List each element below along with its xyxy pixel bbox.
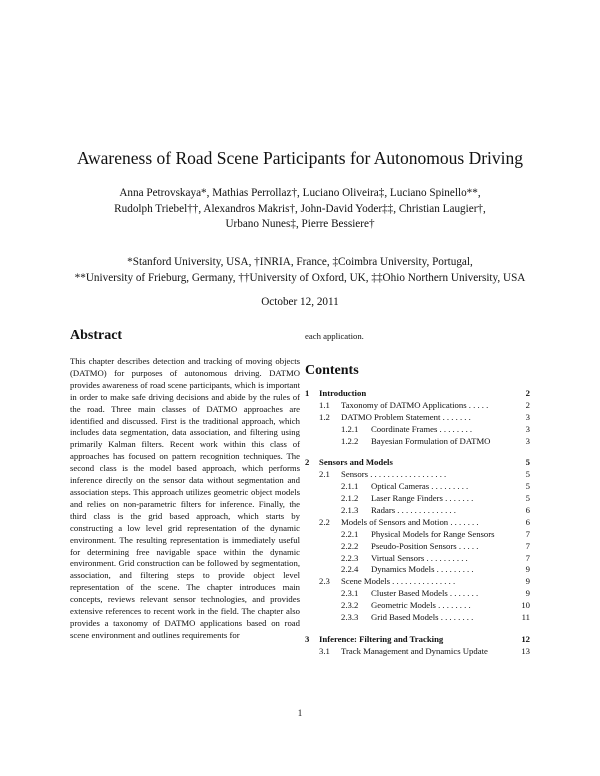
- toc-subsection[interactable]: [305, 529, 530, 541]
- toc-number: 1.1: [319, 399, 330, 410]
- toc-subsection[interactable]: [305, 553, 530, 565]
- abstract-paragraph: This chapter describes detection and tracking of moving objects (DATMO) for purposes of autonomous driving. DATMO provides awareness of road scene participants, which is important in order to make safe driving decisions and abide by the rules of the road. Three main classes of DATMO approaches are identified and discussed. First is the traditional approach, which includes data segmentation, data association, and filtering using primarily Kalman filters. Recent work within this class of approaches has focused on pattern recognition techniques. The second class is the model based approach, which performs inference directly on the sensor data without segmentation and association steps. This approach utilizes geometric object models and relies on non-parametric filters for inference. Finally, the third class is the grid based approach, which starts by constructing a low level grid representation of the dynamic environment. The resulting representation is immediately useful for determining free navigable space within the dynamic environment. Grid construction can be followed by segmentation, association, and filtering steps to provide object level representation of the scene. The chapter introduces main concepts, reviews relevant sensor technologies, and provides extensive references to recent work in the field. The chapter also provides a taxonomy of DATMO applications based on road scene environment and outlines requirements for: [70, 356, 300, 640]
- toc-number: 2.2.2: [341, 540, 359, 551]
- toc-subsection[interactable]: [305, 612, 530, 624]
- toc-number: 2.2: [319, 516, 330, 527]
- toc-title: Track Management and Dynamics Update: [341, 645, 488, 656]
- toc-subsection[interactable]: [305, 493, 530, 505]
- toc-section[interactable]: [305, 469, 530, 481]
- toc-page: 5: [525, 481, 530, 492]
- toc-page: 3: [525, 435, 530, 446]
- toc-subsection[interactable]: [305, 541, 530, 553]
- toc-page: 6: [525, 516, 530, 527]
- toc-subsection[interactable]: [305, 564, 530, 576]
- toc-number: 2.3.2: [341, 600, 359, 611]
- toc-page: 5: [525, 469, 530, 480]
- toc-number: 3: [305, 633, 310, 644]
- toc-title: Coordinate Frames . . . . . . . .: [371, 423, 473, 434]
- toc-page: 5: [525, 457, 530, 468]
- toc-subsection[interactable]: [305, 436, 530, 448]
- toc-subsection[interactable]: [305, 424, 530, 436]
- toc-subsection[interactable]: [305, 588, 530, 600]
- affiliation-line: **University of Frieburg, Germany, ††University of Oxford, UK, ‡‡Ohio Northern University, USA: [74, 271, 526, 284]
- toc-number: 2.1.2: [341, 493, 359, 504]
- author-line: Anna Petrovskaya*, Mathias Perrollaz†, Luciano Oliveira‡, Luciano Spinello**,: [119, 187, 481, 199]
- toc-title: Grid Based Models . . . . . . . .: [371, 612, 474, 623]
- toc-page: 6: [525, 505, 530, 516]
- toc-chapter[interactable]: [305, 388, 530, 400]
- toc-page: 5: [525, 493, 530, 504]
- toc-section[interactable]: [305, 517, 530, 529]
- toc-subsection[interactable]: [305, 481, 530, 493]
- author-list: [60, 186, 540, 233]
- toc-number: 2.3: [319, 576, 330, 587]
- toc-number: 2.2.3: [341, 552, 359, 563]
- toc-title: Laser Range Finders . . . . . . .: [371, 493, 474, 504]
- toc-title: Pseudo-Position Sensors . . . . .: [371, 540, 479, 551]
- toc-subsection[interactable]: [305, 505, 530, 517]
- toc-page: 3: [525, 423, 530, 434]
- toc-title: Inference: Filtering and Tracking: [319, 633, 444, 644]
- toc-section[interactable]: [305, 412, 530, 424]
- toc-title: Sensors . . . . . . . . . . . . . . . . . .: [341, 469, 447, 480]
- toc-number: 2: [305, 457, 310, 468]
- abstract-text: [70, 356, 300, 642]
- toc-chapter[interactable]: [305, 634, 530, 646]
- toc-title: Dynamics Models . . . . . . . . .: [371, 564, 474, 575]
- author-line: Urbano Nunes‡, Pierre Bessiere†: [225, 218, 375, 230]
- toc-page: 3: [525, 411, 530, 422]
- toc-title: Cluster Based Models . . . . . . .: [371, 588, 479, 599]
- abstract-heading: Abstract: [70, 328, 123, 343]
- toc-number: 1.2.1: [341, 423, 359, 434]
- toc-page: 2: [525, 388, 530, 398]
- toc-number: 2.2.1: [341, 528, 359, 539]
- toc-page: 12: [521, 633, 530, 644]
- publication-date: October 12, 2011: [261, 296, 339, 308]
- toc-title: Scene Models . . . . . . . . . . . . . . .: [341, 576, 456, 587]
- toc-number: 2.3.1: [341, 588, 359, 599]
- toc-title: Sensors and Models: [319, 457, 393, 468]
- toc-section[interactable]: [305, 400, 530, 412]
- toc-number: 2.1.1: [341, 481, 359, 492]
- toc-number: 1.2: [319, 411, 330, 422]
- toc-page: 2: [525, 399, 530, 410]
- toc-subsection[interactable]: [305, 600, 530, 612]
- toc-number: 2.3.3: [341, 612, 359, 623]
- toc-chapter[interactable]: [305, 457, 530, 469]
- toc-title: Geometric Models . . . . . . . .: [371, 600, 471, 611]
- toc-section[interactable]: [305, 646, 530, 658]
- toc-number: 2.1.3: [341, 505, 359, 516]
- author-line: Rudolph Triebel††, Alexandros Makris†, John-David Yoder‡‡, Christian Laugier†,: [114, 202, 486, 215]
- toc-title: Radars . . . . . . . . . . . . . .: [371, 505, 456, 516]
- page-number: 1: [297, 708, 303, 718]
- toc-number: 1.2.2: [341, 435, 359, 446]
- affiliation-line: *Stanford University, USA, †INRIA, France, ‡Coimbra University, Portugal,: [127, 256, 473, 268]
- toc-number: 1: [305, 388, 310, 398]
- toc-page: 7: [525, 552, 530, 563]
- contents-heading: Contents: [305, 363, 359, 378]
- toc-page: 7: [525, 540, 530, 551]
- toc-title: Virtual Sensors . . . . . . . . . .: [371, 552, 468, 563]
- abstract-continuation: each application.: [305, 331, 364, 341]
- toc-title: Models of Sensors and Motion . . . . . . .: [341, 516, 479, 527]
- toc-page: 9: [525, 564, 530, 575]
- affiliations: [40, 255, 560, 286]
- toc-page: 9: [525, 576, 530, 587]
- toc-page: 9: [525, 588, 530, 599]
- toc-number: 2.2.4: [341, 564, 359, 575]
- toc-number: 2.1: [319, 469, 330, 480]
- toc-title: Physical Models for Range Sensors: [371, 528, 495, 539]
- toc-page: 10: [521, 600, 530, 611]
- table-of-contents: [305, 388, 530, 658]
- toc-title: Taxonomy of DATMO Applications . . . . .: [341, 399, 489, 410]
- toc-number: 3.1: [319, 645, 330, 656]
- toc-title: Introduction: [319, 388, 367, 398]
- toc-page: 11: [521, 612, 530, 623]
- toc-title: Optical Cameras . . . . . . . . .: [371, 481, 469, 492]
- toc-page: 13: [521, 645, 530, 656]
- paper-title: Awareness of Road Scene Participants for Autonomous Driving: [76, 148, 524, 168]
- toc-section[interactable]: [305, 576, 530, 588]
- toc-title: DATMO Problem Statement . . . . . . .: [341, 411, 471, 422]
- toc-title: Bayesian Formulation of DATMO: [371, 435, 491, 446]
- toc-page: 7: [525, 528, 530, 539]
